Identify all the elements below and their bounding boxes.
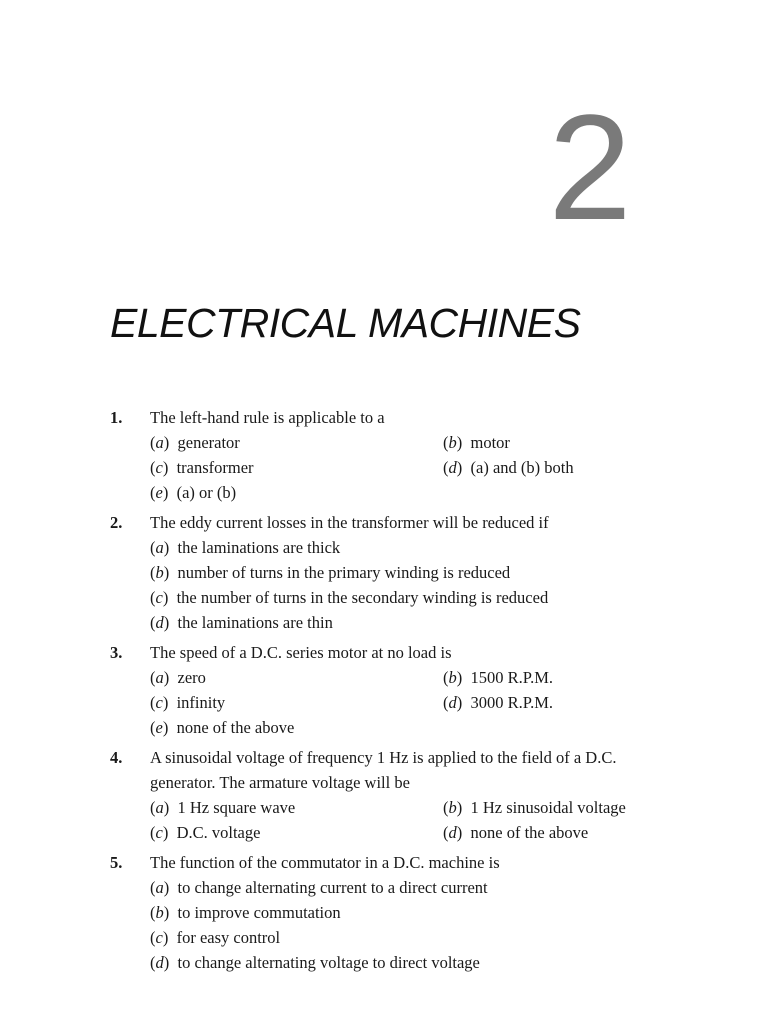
option-text: none of the above [176,718,295,737]
question-number: 2. [110,513,123,532]
option-label: a [155,798,164,817]
question-text: The eddy current losses in the transformer will be reduced if [150,513,549,532]
question-2 [110,510,670,635]
option-text: infinity [176,693,226,712]
question-3 [110,640,670,740]
option-label: d [448,823,457,842]
option-label: c [155,693,163,712]
question-number: 4. [110,748,123,767]
question-number: 1. [110,408,123,427]
question-number: 3. [110,643,123,662]
option-text: to change alternating voltage to direct voltage [177,953,480,972]
option-text: generator [177,433,240,452]
option: (d) to change alternating voltage to direct voltage [150,953,480,972]
chapter-number: 2 [548,83,632,251]
option-text: to change alternating current to a direct current [177,878,488,897]
option: (a) generator [150,433,240,452]
question-text: The left-hand rule is applicable to a [150,408,385,427]
option: (a) the laminations are thick [150,538,341,557]
option-label: d [155,953,164,972]
option-label: c [155,928,163,947]
option-text: the number of turns in the secondary winding is reduced [176,588,549,607]
option: (b) 1500 R.P.M. [443,668,554,687]
option-text: 3000 R.P.M. [470,693,554,712]
question-5 [110,850,670,975]
option-text: none of the above [470,823,589,842]
option-label: b [155,563,164,582]
option-label: b [448,433,457,452]
option-label: d [448,458,457,477]
options [150,430,670,505]
option-label: c [155,588,163,607]
option-label: d [448,693,457,712]
option-text: motor [470,433,510,452]
option-text: zero [177,668,206,687]
option: (e) none of the above [150,718,295,737]
options [150,535,670,635]
option: (d) the laminations are thin [150,613,333,632]
option: (c) transformer [150,458,254,477]
option-text: the laminations are thin [177,613,333,632]
option-text: (a) and (b) both [470,458,574,477]
option-text: the laminations are thick [177,538,341,557]
option-text: 1500 R.P.M. [470,668,554,687]
options [150,795,670,845]
option: (b) 1 Hz sinusoidal voltage [443,798,626,817]
option-label: e [155,718,163,737]
option-label: a [155,878,164,897]
option-text: (a) or (b) [176,483,237,502]
option-text: for easy control [176,928,281,947]
options [150,875,670,975]
option-text: 1 Hz sinusoidal voltage [470,798,626,817]
option: (d) (a) and (b) both [443,458,574,477]
option: (a) to change alternating current to a direct current [150,878,488,897]
option-label: b [448,798,457,817]
option-label: c [155,823,163,842]
options [150,665,670,740]
option: (c) infinity [150,693,226,712]
option-label: b [448,668,457,687]
option-text: D.C. voltage [176,823,261,842]
option: (e) (a) or (b) [150,483,237,502]
option-label: a [155,433,164,452]
option: (c) D.C. voltage [150,823,261,842]
option: (c) for easy control [150,928,281,947]
option-label: b [155,903,164,922]
option: (d) none of the above [443,823,589,842]
question-number: 5. [110,853,123,872]
option: (d) 3000 R.P.M. [443,693,554,712]
option-label: c [155,458,163,477]
option-text: to improve commutation [177,903,341,922]
option-text: transformer [176,458,254,477]
question-list [110,405,670,975]
option: (c) the number of turns in the secondary winding is reduced [150,588,549,607]
question-text: A sinusoidal voltage of frequency 1 Hz is applied to the field of a D.C. generator. The armature voltage will be [150,748,617,792]
option: (a) zero [150,668,206,687]
question-1 [110,405,670,505]
option-label: d [155,613,164,632]
option: (a) 1 Hz square wave [150,798,296,817]
option: (b) number of turns in the primary winding is reduced [150,563,511,582]
option-label: e [155,483,163,502]
chapter-title: ELECTRICAL MACHINES [110,300,581,346]
question-4 [110,745,670,845]
question-text: The function of the commutator in a D.C. machine is [150,853,500,872]
option-text: 1 Hz square wave [177,798,296,817]
question-text: The speed of a D.C. series motor at no load is [150,643,452,662]
option-text: number of turns in the primary winding is reduced [177,563,511,582]
option-label: a [155,538,164,557]
option: (b) to improve commutation [150,903,341,922]
option: (b) motor [443,433,510,452]
option-label: a [155,668,164,687]
